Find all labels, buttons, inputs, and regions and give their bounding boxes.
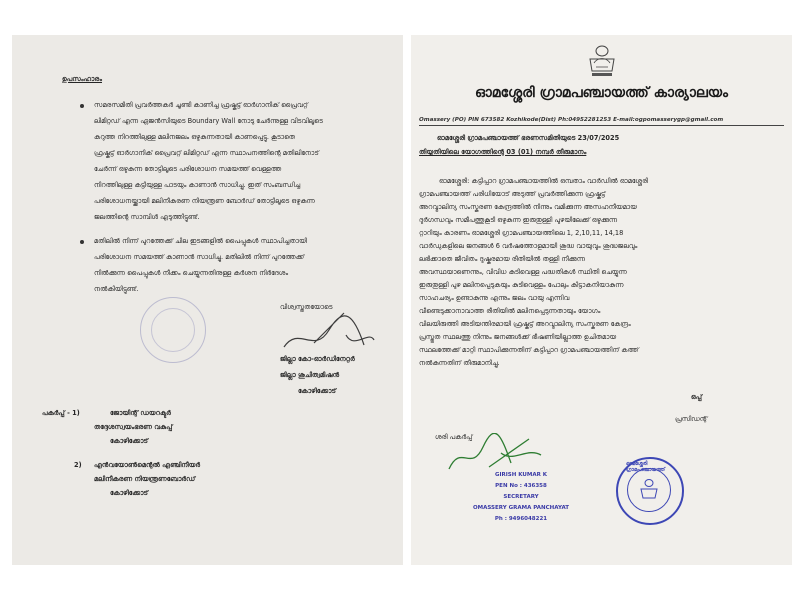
para1-line: പരിശോധനയ്ക്കായി മലിനീകരണ നിയന്ത്രണ ബോർഡ് തോട്ടിലൂടെ ഒഴുകുന്ന: [94, 197, 315, 205]
closing-salutation: വിശ്വസ്തതയോടെ: [280, 303, 333, 311]
body-line: നൽകുന്നതിന് തീരുമാനിച്ചു.: [419, 359, 500, 367]
para1-line: ഫ്രഷ്കട്ട് ഓർഗാനിക് പ്രൈവറ്റ് ലിമിറ്റഡ് എന്ന സ്ഥാപനത്തിന്റെ മതിലിനോട്: [94, 149, 319, 157]
body-line: വാർഡുകളിലെ ജനങ്ങൾ 6 വർഷത്തോളമായി ശുദ്ധ വായുവും ശുദ്ധജലവും: [419, 242, 638, 250]
stamp-line: SECRETARY: [503, 494, 539, 500]
bullet-marker: [80, 240, 84, 244]
copy1-line: കോഴിക്കോട്: [110, 437, 149, 445]
conclusion-heading: ഉപസംഹാരം: [62, 75, 102, 83]
stamp-line: PEN No : 436358: [495, 483, 547, 489]
true-copy-label: ശരി പകർപ്പ്: [435, 433, 473, 441]
body-line: അറവ്മാലിന്യ സംസ്കരണ കേന്ദ്രത്തിൽ നിന്നും വമിക്കുന്ന അസഹനീയമായ: [419, 203, 637, 211]
signatory-line: ജില്ലാ ശുചിത്വമിഷൻ: [280, 371, 340, 379]
para2-line: നിൽക്കുന്ന പൈപ്പുകൾ നീക്കം ചെയ്യുന്നതിനുള്ള കർശന നിർദേശം: [94, 269, 289, 277]
body-line: പ്രസ്തുത സ്ഥലത്തു നിന്നും ജനങ്ങൾക്ക് ഭീഷണിയില്ലാത്ത ഉചിതമായ: [419, 333, 617, 341]
copy2-number: 2): [74, 461, 82, 469]
para1-line: ചേർന്ന് ഒഴുകുന്ന തോട്ടിലൂടെ പരിശോധന സമയത്ത് വെള്ളത്ത: [94, 165, 282, 173]
body-line: സ്ഥലത്തേക്ക് മാറ്റി സ്ഥാപിക്കുന്നതിന് കട്ടിപ്പാറ ഗ്രാമപഞ്ചായത്തിന് കത്ത്: [419, 346, 639, 354]
para1-line: ജലത്തിന്റെ സാമ്പിൾ എടുത്തിട്ടുണ്ട്.: [94, 213, 200, 221]
subject-line: ഓമശ്ശേരി ഗ്രാമപഞ്ചായത്ത് ഭരണസമിതിയുടെ 23/07/2025: [437, 134, 620, 142]
signatory-line: ജില്ലാ കോ-ഓർഡിനേറ്റർ: [280, 355, 355, 363]
para1-line: നിറത്തിലുള്ള കട്ടിയുള്ള പാടയും കാണാൻ സാധിച്ചു. ഇത് സംബന്ധിച്ച: [94, 181, 301, 189]
left-page: [12, 35, 403, 565]
right-page: [411, 35, 792, 565]
body-line: അവസ്ഥയാണെന്നും, വിവിധ കുടിവെള്ള പദ്ധതികൾ സ്ഥിതി ചെയ്യുന്ന: [419, 268, 627, 276]
office-address: Omassery (PO) PIN 673582 Kozhikode(Dist) Ph:04952281253 E-mail:ogpomasserygp@gmail.com: [419, 117, 724, 123]
panchayat-seal-icon: [616, 457, 684, 525]
president-label: പ്രസിഡന്റ്: [675, 415, 708, 423]
body-line: റ്റാറിയും കാരണം ഓമശ്ശേരി ഗ്രാമപഞ്ചായത്തിലെ 1, 2,10,11, 14,18: [419, 229, 624, 237]
body-line: ലഭിക്കാതെ ജീവിതം ദുഷ്കരമായ രീതിയിൽ തള്ളി നീക്കുന്ന: [419, 255, 586, 263]
signatory-line: കോഴിക്കോട്: [298, 387, 337, 395]
bullet-marker: [80, 104, 84, 108]
para1-line: സമരസമിതി പ്രവർത്തകർ ചൂണ്ടി കാണിച്ച ഫ്രഷ്കട്ട് ഓർഗാനിക് പ്രൈവറ്റ്: [94, 101, 308, 109]
para1-line: കറുത്ത നിറത്തിലുള്ള മലിനജലം ഒഴുകുന്നതായി കാണപ്പെട്ടു. കൂടാതെ: [94, 133, 296, 141]
body-line: വിലയിരുത്തി അടിയന്തിരമായി ഫ്രഷ്കട്ട് അറവ്മാലിന്യ സംസ്കരണ കേന്ദ്രം: [419, 320, 631, 328]
secretary-signature-icon: [441, 433, 551, 477]
copy2-line: എൻവയോൺമെന്റൽ എഞ്ചിനീയർ: [94, 461, 201, 469]
body-line: വീണ്ടെടുക്കാനാവാത്ത രീതിയിൽ മലിനപ്പെടുന്നതായും യോഗം: [419, 307, 601, 315]
body-line: ഇരുതുള്ളി പുഴ മലിനപ്പെടുകയും കുടിവെള്ളം പോലും കിട്ടാകനിയാകുന്ന: [419, 281, 624, 289]
header-rule: [419, 125, 784, 126]
state-emblem-icon: [586, 43, 618, 79]
sign-label: ഒപ്പ്: [691, 393, 702, 401]
secretary-stamp: [468, 472, 574, 536]
para2-line: മതിലിൽ നിന്ന് പുറത്തേക്ക് ചില ഇടങ്ങളിൽ പൈപ്പുകൾ സ്ഥാപിച്ചതായി: [94, 237, 307, 245]
para1-line: ലിമിറ്റഡ് എന്ന ഏജൻസിയുടെ Boundary Wall നോടു ചേർന്നുള്ള വിടവിലൂടെ: [94, 117, 323, 125]
stamp-line: GIRISH KUMAR K: [494, 472, 548, 478]
office-title: ഓമശ്ശേരി ഗ്രാമപഞ്ചായത്ത് കാര്യാലയം: [475, 85, 728, 101]
subject-line: തിയ്യതിയിലെ യോഗത്തിന്റെ 03 (01) നമ്പർ തീരുമാനം: [419, 148, 587, 156]
stamp-line: OMASSERY GRAMA PANCHAYAT: [472, 505, 570, 511]
faint-seal-icon: [140, 297, 206, 363]
copy-label: പകർപ്പ് - 1): [42, 409, 80, 417]
stamp-line: Ph : 9496048221: [494, 516, 548, 522]
para2-line: നൽകിയിട്ടുണ്ട്.: [94, 285, 139, 293]
body-line: ഓമശ്ശേരി: കട്ടിപ്പാറ ഗ്രാമപഞ്ചായത്തിൽ ഒമ്പതാം വാർഡിൽ ഓമശ്ശേരി: [439, 177, 648, 185]
copy1-line: ജോയിന്റ് ഡയറക്ടർ: [110, 409, 171, 417]
body-line: സാഹചര്യം ഉണ്ടാകുന്നു എന്നും ജലം വായു എന്നിവ: [419, 294, 570, 302]
copy2-line: കോഴിക്കോട്: [110, 489, 149, 497]
copy2-line: മലിനീകരണ നിയന്ത്രണബോർഡ്: [94, 475, 196, 483]
copy1-line: തദ്ദേശസ്വയംഭരണ വകുപ്പ്: [94, 423, 173, 431]
para2-line: പരിശോധന സമയത്ത് കാണാൻ സാധിച്ചു. മതിലിൽ നിന്ന് പുറത്തേക്ക്: [94, 253, 305, 261]
seal-text: ഓമശ്ശേരി ഗ്രാമപഞ്ചായത്ത്: [626, 461, 665, 473]
body-line: ഗ്രാമപഞ്ചായത്ത് പരിധിയോട് അടുത്ത് പ്രവർത്തിക്കുന്ന ഫ്രഷ്കട്ട്: [419, 190, 606, 198]
body-line: ദുർഗന്ധവും സമീപത്തുകൂടി ഒഴുകുന്ന ഇരുതുള്ളി പുഴയിലേക്ക് ഒഴുക്കുന്ന: [419, 216, 618, 224]
